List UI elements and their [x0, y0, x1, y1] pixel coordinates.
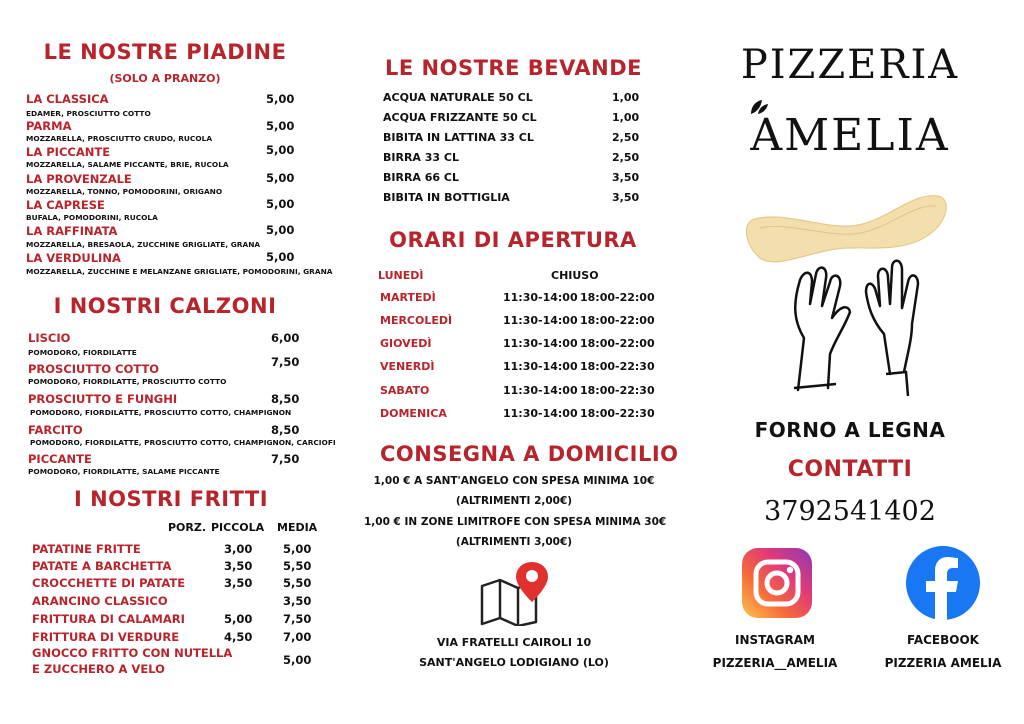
menu-item-name: PICCANTE: [28, 452, 92, 466]
drink-name: BIBITA IN LATTINA 33 CL: [383, 131, 534, 144]
lunch-hours: 11:30-14:00: [503, 360, 578, 373]
instagram-icon[interactable]: [742, 548, 812, 618]
menu-item-name: PARMA: [26, 119, 72, 133]
address-line2: SANT'ANGELO LODIGIANO (LO): [419, 656, 609, 669]
delivery-line: 1,00 € A SANT'ANGELO CON SPESA MINIMA 10€: [373, 475, 655, 487]
menu-item-price: 5,00: [266, 119, 295, 133]
lunch-hours: 11:30-14:00: [503, 291, 578, 304]
orari-title: ORARI DI APERTURA: [389, 228, 637, 252]
menu-item-price: 7,50: [271, 355, 300, 369]
instagram-label: INSTAGRAM: [734, 633, 815, 647]
menu-item-desc: MOZZARELLA, PROSCIUTTO CRUDO, RUCOLA: [26, 134, 213, 143]
fritti-price-small: 3,50: [224, 559, 253, 573]
menu-item-desc: MOZZARELLA, SALAME PICCANTE, BRIE, RUCOLA: [26, 160, 229, 169]
menu-item-price: 6,00: [271, 331, 300, 345]
fritti-item-name: GNOCCO FRITTO CON NUTELLA: [32, 646, 233, 660]
drink-name: ACQUA NATURALE 50 CL: [383, 91, 533, 104]
menu-item-name: LA PROVENZALE: [26, 172, 132, 186]
menu-item-price: 5,00: [266, 171, 295, 185]
facebook-handle[interactable]: PIZZERIA AMELIA: [884, 656, 1002, 670]
piadine-subtitle: (SOLO A PRANZO): [109, 72, 221, 85]
piadine-title: LE NOSTRE PIADINE: [43, 40, 287, 64]
menu-item-name: FARCITO: [28, 423, 83, 437]
day-label: VENERDÌ: [380, 360, 435, 373]
tagline: FORNO A LEGNA: [754, 418, 946, 442]
menu-item-name: LA RAFFINATA: [26, 224, 118, 238]
delivery-line: (ALTRIMENTI 2,00€): [455, 495, 573, 507]
menu-item-price: 5,00: [266, 197, 295, 211]
fritti-price-medium: 5,00: [283, 653, 312, 667]
fritti-price-medium: 3,50: [283, 594, 312, 608]
fritti-item-name-line2: E ZUCCHERO A VELO: [32, 662, 165, 676]
map-pin-icon: [478, 560, 550, 626]
menu-item-desc: BUFALA, POMODORINI, RUCOLA: [26, 213, 158, 222]
menu-item-name: LA VERDULINA: [26, 251, 121, 265]
dough-hands-illustration: [740, 188, 960, 406]
day-label: GIOVEDÌ: [380, 337, 432, 350]
menu-item-desc: MOZZARELLA, ZUCCHINE E MELANZANE GRIGLIATE, POMODORINI, GRANA: [26, 267, 333, 276]
closed-label: CHIUSO: [551, 269, 599, 282]
facebook-label: FACEBOOK: [907, 633, 979, 647]
day-label: DOMENICA: [380, 407, 447, 420]
contatti-title: CONTATTI: [787, 457, 913, 482]
drink-price: 3,50: [612, 191, 640, 204]
menu-item-price: 5,00: [266, 223, 295, 237]
fritti-price-medium: 5,50: [283, 576, 312, 590]
dinner-hours: 18:00-22:00: [580, 314, 655, 327]
delivery-line: 1,00 € IN ZONE LIMITROFE CON SPESA MINIMA 30€: [364, 516, 667, 528]
menu-item-desc: MOZZARELLA, BRESAOLA, ZUCCHINE GRIGLIATE, GRANA: [26, 240, 261, 249]
lunch-hours: 11:30-14:00: [503, 314, 578, 327]
dinner-hours: 18:00-22:00: [580, 337, 655, 350]
menu-item-name: LA CAPRESE: [26, 198, 105, 212]
phone-number[interactable]: 3792541402: [764, 496, 936, 527]
menu-item-desc: EDAMER, PROSCIUTTO COTTO: [26, 109, 151, 118]
fritti-price-small: 4,50: [224, 630, 253, 644]
menu-item-desc: POMODORO, FIORDILATTE, PROSCIUTTO COTTO, CHAMPIGNON, CARCIOFI: [30, 438, 336, 447]
menu-item-price: 5,00: [266, 92, 295, 106]
address-line1: VIA FRATELLI CAIROLI 10: [436, 636, 592, 649]
fritti-price-small: 3,50: [224, 576, 253, 590]
delivery-line: (ALTRIMENTI 3,00€): [455, 536, 573, 548]
instagram-handle[interactable]: PIZZERIA__AMELIA: [712, 656, 838, 670]
dinner-hours: 18:00-22:30: [580, 384, 655, 397]
dinner-hours: 18:00-22:00: [580, 291, 655, 304]
menu-item-price: 7,50: [271, 452, 300, 466]
fritti-title: I NOSTRI FRITTI: [73, 487, 269, 511]
day-label: MARTEDÌ: [380, 291, 436, 304]
bevande-title: LE NOSTRE BEVANDE: [385, 56, 643, 80]
menu-item-name: LISCIO: [28, 331, 71, 345]
dinner-hours: 18:00-22:30: [580, 407, 655, 420]
fritti-item-name: FRITTURA DI VERDURE: [32, 630, 180, 644]
fritti-item-name: ARANCINO CLASSICO: [32, 594, 168, 608]
calzoni-title: I NOSTRI CALZONI: [53, 294, 277, 318]
menu-item-desc: POMODORO, FIORDILATTE: [28, 348, 137, 357]
menu-item-price: 5,00: [266, 143, 295, 157]
dinner-hours: 18:00-22:30: [580, 360, 655, 373]
menu-item-price: 5,00: [266, 250, 295, 264]
consegna-title: CONSEGNA A DOMICILIO: [380, 442, 679, 466]
drink-name: BIRRA 66 CL: [383, 171, 459, 184]
menu-item-name: LA PICCANTE: [26, 145, 111, 159]
day-label: LUNEDÌ: [378, 269, 424, 282]
fritti-price-medium: 5,50: [283, 559, 312, 573]
fritti-item-name: PATATINE FRITTE: [32, 542, 141, 556]
menu-item-price: 8,50: [271, 392, 300, 406]
lunch-hours: 11:30-14:00: [503, 384, 578, 397]
facebook-icon[interactable]: [906, 546, 980, 620]
drink-name: BIRRA 33 CL: [383, 151, 459, 164]
menu-item-name: PROSCIUTTO COTTO: [28, 362, 160, 376]
fritti-col-media: MEDIA: [277, 521, 318, 534]
menu-item-desc: POMODORO, FIORDILATTE, PROSCIUTTO COTTO: [28, 377, 227, 386]
brand-line1: PIZZERIA: [740, 42, 960, 88]
fritti-price-small: 3,00: [224, 542, 253, 556]
lunch-hours: 11:30-14:00: [503, 407, 578, 420]
day-label: SABATO: [380, 384, 430, 397]
fritti-price-medium: 7,00: [283, 630, 312, 644]
brand-line2: AMELIA: [750, 110, 950, 161]
menu-item-name: LA CLASSICA: [26, 92, 109, 106]
fritti-item-name: CROCCHETTE DI PATATE: [32, 576, 186, 590]
drink-price: 2,50: [612, 151, 640, 164]
drink-price: 1,00: [612, 91, 640, 104]
menu-item-desc: POMODORO, FIORDILATTE, PROSCIUTTO COTTO, CHAMPIGNON: [30, 408, 292, 417]
drink-name: ACQUA FRIZZANTE 50 CL: [383, 111, 537, 124]
fritti-price-small: 5,00: [224, 612, 253, 626]
fritti-col-porz: PORZ.: [168, 521, 207, 534]
day-label: MERCOLEDÌ: [380, 314, 453, 327]
drink-price: 3,50: [612, 171, 640, 184]
drink-price: 2,50: [612, 131, 640, 144]
menu-item-desc: POMODORO, FIORDILATTE, SALAME PICCANTE: [28, 467, 220, 476]
fritti-price-medium: 5,00: [283, 542, 312, 556]
menu-item-price: 8,50: [271, 423, 300, 437]
fritti-col-piccola: PICCOLA: [211, 521, 265, 534]
drink-name: BIBITA IN BOTTIGLIA: [383, 191, 510, 204]
menu-item-desc: MOZZARELLA, TONNO, POMODORINI, ORIGANO: [26, 187, 223, 196]
drink-price: 1,00: [612, 111, 640, 124]
fritti-price-medium: 7,50: [283, 612, 312, 626]
menu-item-name: PROSCIUTTO E FUNGHI: [28, 392, 178, 406]
fritti-item-name: FRITTURA DI CALAMARI: [32, 612, 185, 626]
lunch-hours: 11:30-14:00: [503, 337, 578, 350]
fritti-item-name: PATATE A BARCHETTA: [32, 559, 172, 573]
